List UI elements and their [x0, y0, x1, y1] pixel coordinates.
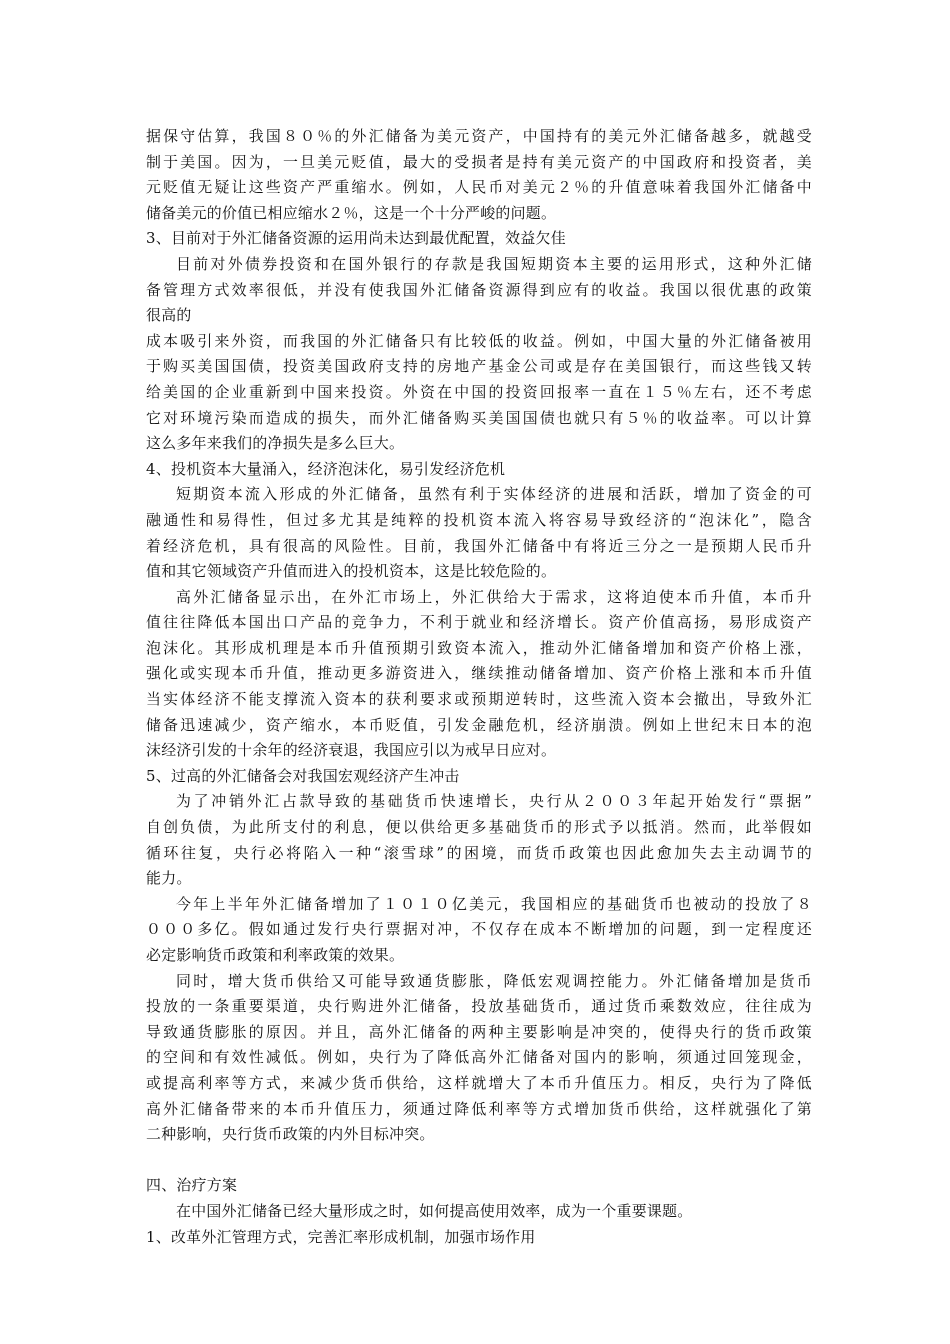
text-line: [146, 789, 812, 815]
text-line-content: 4、投机资本大量涌入，经济泡沫化，易引发经济危机: [146, 459, 506, 478]
text-line: [146, 1199, 812, 1225]
text-line: [146, 150, 812, 176]
text-line: [146, 943, 812, 969]
text-line: [146, 1045, 812, 1071]
text-line: [146, 892, 812, 918]
text-line: [146, 1225, 812, 1251]
text-line-content: 着经济危机，具有很高的风险性。目前，我国外汇储备中有将近三分之一是预期人民币升: [146, 536, 812, 555]
text-line-content: 值和其它领域资产升值而进入的投机资本，这是比较危险的。: [146, 562, 557, 581]
text-line: [146, 610, 812, 636]
text-line-content: 它对环境污染而造成的损失，而外汇储备购买美国国债也就只有５％的收益率。可以计算: [146, 408, 812, 427]
text-line: [146, 252, 812, 278]
text-line: [146, 1097, 812, 1123]
text-line: [146, 917, 812, 943]
text-line-content: 强化或实现本币升值，推动更多游资进入，继续推动储备增加、资产价格上涨和本币升值: [146, 664, 812, 683]
text-line: [146, 815, 812, 841]
text-line-content: 的空间和有效性减低。例如，央行为了降低高外汇储备对国内的影响，须通过回笼现金，: [146, 1048, 812, 1067]
blank-line: [146, 1148, 812, 1174]
text-line-content: 于购买美国国债，投资美国政府支持的房地产基金公司或是存在美国银行，而这些钱又转: [146, 357, 812, 376]
document-page: [146, 124, 812, 1250]
text-line: [146, 508, 812, 534]
text-line-content: 泡沫化。其形成机理是本币升值预期引致资本流入，推动外汇储备增加和资产价格上涨，: [146, 638, 812, 657]
text-line-content: 成本吸引来外资，而我国的外汇储备只有比较低的收益。例如，中国大量的外汇储备被用: [146, 331, 812, 350]
text-line: [146, 124, 812, 150]
text-line: [146, 841, 812, 867]
text-line-content: 高外汇储备带来的本币升值压力，须通过降低利率等方式增加货币供给，这样就强化了第: [146, 1099, 812, 1118]
text-line: [146, 431, 812, 457]
text-line: [146, 866, 812, 892]
text-line: [146, 226, 812, 252]
text-line-content: 储备美元的价值已相应缩水２％，这是一个十分严峻的问题。: [146, 203, 557, 222]
text-line-content: 为了冲销外汇占款导致的基础货币快速增长，央行从２００３年起开始发行“票据”: [176, 792, 812, 811]
text-line-content: 沫经济引发的十余年的经济衰退，我国应引以为戒早日应对。: [146, 741, 557, 760]
text-line: [146, 585, 812, 611]
text-line-content: 融通性和易得性，但过多尤其是纯粹的投机资本流入将容易导致经济的“泡沫化”，隐含: [146, 510, 812, 529]
text-line-content: 自创负债，为此所支付的利息，便以供给更多基础货币的形式予以抵消。然而，此举假如: [146, 818, 812, 837]
text-line: [146, 713, 812, 739]
text-line-content: 在中国外汇储备已经大量形成之时，如何提高使用效率，成为一个重要课题。: [176, 1201, 693, 1220]
text-line-content: ０００多亿。假如通过发行央行票据对冲，不仅存在成本不断增加的问题，到一定程度还: [146, 920, 812, 939]
text-line-content: 5、过高的外汇储备会对我国宏观经济产生冲击: [146, 766, 460, 785]
text-line: [146, 175, 812, 201]
text-line: [146, 636, 812, 662]
text-line-content: 目前对外债券投资和在国外银行的存款是我国短期资本主要的运用形式，这种外汇储: [176, 254, 812, 273]
text-line: [146, 354, 812, 380]
text-line: [146, 1173, 812, 1199]
text-line-content: 导致通货膨胀的原因。并且，高外汇储备的两种主要影响是冲突的，使得央行的货币政策: [146, 1022, 812, 1041]
text-line-content: 二种影响，央行货币政策的内外目标冲突。: [146, 1125, 435, 1144]
text-line-content: 这么多年来我们的净损失是多么巨大。: [146, 434, 405, 453]
text-line-content: 能力。: [146, 869, 192, 888]
text-line: [146, 764, 812, 790]
text-line: [146, 1020, 812, 1046]
text-line: [146, 661, 812, 687]
text-line: [146, 303, 812, 329]
text-line-content: 制于美国。因为，一旦美元贬值，最大的受损者是持有美元资产的中国政府和投资者，美: [146, 152, 812, 171]
text-line: [146, 406, 812, 432]
text-line: [146, 1122, 812, 1148]
text-line-content: 四、治疗方案: [146, 1176, 238, 1195]
text-line: [146, 559, 812, 585]
text-line: [146, 687, 812, 713]
text-line-content: 循环往复，央行必将陷入一种“滚雪球”的困境，而货币政策也因此愈加失去主动调节的: [146, 843, 812, 862]
text-line: [146, 482, 812, 508]
text-line: [146, 534, 812, 560]
text-line: [146, 201, 812, 227]
text-line-content: 给美国的企业重新到中国来投资。外资在中国的投资回报率一直在１５％左右，还不考虑: [146, 382, 812, 401]
text-line: [146, 994, 812, 1020]
text-line-content: 同时，增大货币供给又可能导致通货膨胀，降低宏观调控能力。外汇储备增加是货币: [176, 971, 812, 990]
text-line: [146, 457, 812, 483]
text-line: [146, 380, 812, 406]
text-line-content: 高外汇储备显示出，在外汇市场上，外汇供给大于需求，这将迫使本币升值，本币升: [176, 587, 812, 606]
text-line: [146, 1071, 812, 1097]
text-line-content: 3、目前对于外汇储备资源的运用尚未达到最优配置，效益欠佳: [146, 229, 566, 248]
text-line: [146, 969, 812, 995]
text-line-content: 必定影响货币政策和利率政策的效果。: [146, 946, 405, 964]
text-line-content: 值往往降低本国出口产品的竞争力，不利于就业和经济增长。资产价值高扬，易形成资产: [146, 613, 812, 632]
text-line: [146, 278, 812, 304]
text-line-content: 当实体经济不能支撑流入资本的获利要求或预期逆转时，这些流入资本会撤出，导致外汇: [146, 690, 812, 709]
text-line-content: 很高的: [146, 306, 192, 325]
text-line-content: 备管理方式效率很低，并没有使我国外汇储备资源得到应有的收益。我国以很优惠的政策: [146, 280, 812, 299]
text-line: [146, 738, 812, 764]
text-line-content: 据保守估算，我国８０％的外汇储备为美元资产，中国持有的美元外汇储备越多，就越受: [146, 127, 812, 145]
text-line: [146, 329, 812, 355]
text-line-content: 元贬值无疑让这些资产严重缩水。例如，人民币对美元２％的升值意味着我国外汇储备中: [146, 178, 812, 197]
text-line-content: 储备迅速减少，资产缩水，本币贬值，引发金融危机，经济崩溃。例如上世纪末日本的泡: [146, 715, 812, 734]
text-line-content: 或提高利率等方式，来减少货币供给，这样就增大了本币升值压力。相反，央行为了降低: [146, 1073, 812, 1092]
text-line-content: 短期资本流入形成的外汇储备，虽然有利于实体经济的进展和活跃，增加了资金的可: [176, 485, 812, 504]
text-line-content: 今年上半年外汇储备增加了１０１０亿美元，我国相应的基础货币也被动的投放了８: [176, 894, 812, 913]
text-line-content: 投放的一条重要渠道，央行购进外汇储备，投放基础货币，通过货币乘数效应，往往成为: [146, 997, 812, 1016]
text-line-content: 1、改革外汇管理方式，完善汇率形成机制，加强市场作用: [146, 1227, 536, 1246]
